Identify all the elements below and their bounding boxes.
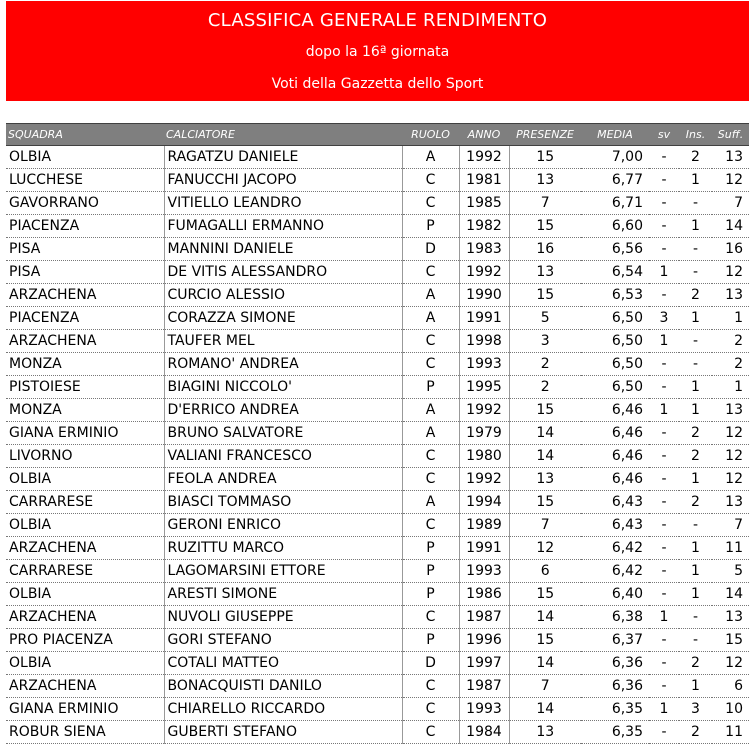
cell-avg: 6,50 (581, 330, 649, 353)
cell-year: 1991 (459, 537, 509, 560)
cell-suff: 7 (712, 514, 749, 537)
cell-apps: 15 (509, 583, 581, 606)
cell-suff: 13 (712, 399, 749, 422)
cell-ins: 2 (679, 422, 712, 445)
cell-apps: 15 (509, 215, 581, 238)
cell-ins: - (679, 353, 712, 376)
cell-sv: - (649, 192, 679, 215)
table-row (6, 675, 749, 698)
cell-ins: 1 (679, 537, 712, 560)
cell-role: C (402, 721, 459, 744)
cell-sv: - (649, 376, 679, 399)
cell-sv: 1 (649, 261, 679, 284)
cell-team: GIANA ERMINIO (6, 698, 164, 721)
cell-year: 1985 (459, 192, 509, 215)
cell-apps: 14 (509, 652, 581, 675)
col-header-year: ANNO (459, 124, 509, 146)
cell-player: VALIANI FRANCESCO (164, 445, 402, 468)
cell-year: 1997 (459, 652, 509, 675)
table-row (6, 238, 749, 261)
cell-apps: 3 (509, 330, 581, 353)
cell-suff: 2 (712, 330, 749, 353)
ranking-table (6, 123, 749, 744)
cell-player: LAGOMARSINI ETTORE (164, 560, 402, 583)
cell-team: PISA (6, 238, 164, 261)
table-row (6, 537, 749, 560)
cell-avg: 6,42 (581, 537, 649, 560)
cell-role: P (402, 629, 459, 652)
cell-sv: - (649, 353, 679, 376)
table-row (6, 146, 749, 169)
table-row (6, 307, 749, 330)
cell-role: C (402, 445, 459, 468)
cell-team: CARRARESE (6, 491, 164, 514)
cell-apps: 14 (509, 422, 581, 445)
cell-team: LIVORNO (6, 445, 164, 468)
cell-apps: 6 (509, 560, 581, 583)
cell-sv: - (649, 169, 679, 192)
cell-year: 1996 (459, 629, 509, 652)
cell-avg: 6,35 (581, 721, 649, 744)
cell-avg: 6,46 (581, 399, 649, 422)
cell-ins: - (679, 192, 712, 215)
cell-sv: - (649, 422, 679, 445)
cell-sv: - (649, 652, 679, 675)
cell-player: GERONI ENRICO (164, 514, 402, 537)
cell-suff: 11 (712, 721, 749, 744)
cell-ins: 2 (679, 721, 712, 744)
cell-role: P (402, 583, 459, 606)
cell-sv: 1 (649, 698, 679, 721)
cell-suff: 13 (712, 491, 749, 514)
cell-role: A (402, 284, 459, 307)
cell-suff: 1 (712, 307, 749, 330)
cell-sv: - (649, 721, 679, 744)
cell-ins: 2 (679, 652, 712, 675)
cell-apps: 13 (509, 468, 581, 491)
cell-team: OLBIA (6, 583, 164, 606)
cell-avg: 7,00 (581, 146, 649, 169)
table-row (6, 698, 749, 721)
cell-ins: 1 (679, 376, 712, 399)
cell-avg: 6,54 (581, 261, 649, 284)
cell-ins: 2 (679, 284, 712, 307)
cell-avg: 6,77 (581, 169, 649, 192)
data-source: Voti della Gazzetta dello Sport (271, 76, 484, 92)
cell-player: BIAGINI NICCOLO' (164, 376, 402, 399)
cell-player: ROMANO' ANDREA (164, 353, 402, 376)
cell-role: C (402, 261, 459, 284)
cell-year: 1992 (459, 146, 509, 169)
cell-apps: 15 (509, 629, 581, 652)
cell-team: GAVORRANO (6, 192, 164, 215)
cell-ins: 1 (679, 307, 712, 330)
cell-suff: 12 (712, 261, 749, 284)
cell-ins: 1 (679, 560, 712, 583)
cell-player: BIASCI TOMMASO (164, 491, 402, 514)
cell-player: RAGATZU DANIELE (164, 146, 402, 169)
cell-player: BRUNO SALVATORE (164, 422, 402, 445)
cell-player: CHIARELLO RICCARDO (164, 698, 402, 721)
cell-player: FANUCCHI JACOPO (164, 169, 402, 192)
cell-apps: 5 (509, 307, 581, 330)
cell-year: 1993 (459, 560, 509, 583)
cell-role: C (402, 514, 459, 537)
cell-apps: 15 (509, 284, 581, 307)
cell-avg: 6,60 (581, 215, 649, 238)
cell-role: C (402, 468, 459, 491)
cell-sv: 1 (649, 399, 679, 422)
table-row (6, 491, 749, 514)
cell-team: ARZACHENA (6, 537, 164, 560)
cell-sv: - (649, 583, 679, 606)
cell-player: RUZITTU MARCO (164, 537, 402, 560)
table-row (6, 468, 749, 491)
title-banner (6, 1, 749, 101)
cell-sv: - (649, 284, 679, 307)
cell-suff: 16 (712, 238, 749, 261)
cell-apps: 7 (509, 675, 581, 698)
cell-avg: 6,36 (581, 675, 649, 698)
cell-avg: 6,46 (581, 422, 649, 445)
cell-player: MANNINI DANIELE (164, 238, 402, 261)
cell-apps: 14 (509, 445, 581, 468)
cell-ins: 1 (679, 169, 712, 192)
cell-player: TAUFER MEL (164, 330, 402, 353)
cell-team: CARRARESE (6, 560, 164, 583)
cell-suff: 5 (712, 560, 749, 583)
cell-role: A (402, 307, 459, 330)
col-header-apps: PRESENZE (509, 124, 581, 146)
cell-role: P (402, 560, 459, 583)
cell-year: 1998 (459, 330, 509, 353)
cell-team: ARZACHENA (6, 330, 164, 353)
header-row (6, 124, 749, 146)
cell-role: P (402, 376, 459, 399)
cell-sv: - (649, 215, 679, 238)
cell-sv: - (649, 675, 679, 698)
cell-ins: - (679, 514, 712, 537)
cell-team: ARZACHENA (6, 606, 164, 629)
cell-suff: 7 (712, 192, 749, 215)
cell-suff: 14 (712, 583, 749, 606)
cell-sv: - (649, 146, 679, 169)
cell-sv: - (649, 629, 679, 652)
cell-suff: 12 (712, 422, 749, 445)
col-header-team: SQUADRA (6, 124, 164, 146)
cell-year: 1994 (459, 491, 509, 514)
cell-role: C (402, 698, 459, 721)
cell-ins: 2 (679, 491, 712, 514)
cell-avg: 6,50 (581, 353, 649, 376)
cell-team: OLBIA (6, 146, 164, 169)
cell-year: 1984 (459, 721, 509, 744)
cell-sv: - (649, 537, 679, 560)
cell-team: PIACENZA (6, 215, 164, 238)
cell-ins: 2 (679, 445, 712, 468)
cell-player: D'ERRICO ANDREA (164, 399, 402, 422)
cell-suff: 1 (712, 376, 749, 399)
cell-role: A (402, 146, 459, 169)
cell-player: FEOLA ANDREA (164, 468, 402, 491)
cell-avg: 6,46 (581, 445, 649, 468)
cell-team: PRO PIACENZA (6, 629, 164, 652)
cell-apps: 7 (509, 192, 581, 215)
cell-apps: 14 (509, 606, 581, 629)
cell-year: 1982 (459, 215, 509, 238)
cell-sv: - (649, 238, 679, 261)
table-row (6, 606, 749, 629)
cell-role: D (402, 652, 459, 675)
cell-suff: 12 (712, 468, 749, 491)
cell-year: 1980 (459, 445, 509, 468)
table-body (6, 146, 749, 744)
col-header-player: CALCIATORE (164, 124, 402, 146)
col-header-suff: Suff. (712, 124, 749, 146)
cell-suff: 14 (712, 215, 749, 238)
cell-avg: 6,50 (581, 307, 649, 330)
table-row (6, 284, 749, 307)
cell-apps: 12 (509, 537, 581, 560)
cell-sv: 3 (649, 307, 679, 330)
cell-apps: 13 (509, 261, 581, 284)
cell-role: C (402, 169, 459, 192)
cell-avg: 6,46 (581, 468, 649, 491)
cell-suff: 12 (712, 652, 749, 675)
cell-ins: 1 (679, 675, 712, 698)
cell-apps: 16 (509, 238, 581, 261)
cell-avg: 6,71 (581, 192, 649, 215)
cell-apps: 13 (509, 721, 581, 744)
cell-team: MONZA (6, 399, 164, 422)
cell-role: C (402, 606, 459, 629)
cell-suff: 13 (712, 284, 749, 307)
cell-team: OLBIA (6, 468, 164, 491)
cell-avg: 6,37 (581, 629, 649, 652)
cell-team: ROBUR SIENA (6, 721, 164, 744)
cell-player: COTALI MATTEO (164, 652, 402, 675)
cell-player: ARESTI SIMONE (164, 583, 402, 606)
cell-team: LUCCHESE (6, 169, 164, 192)
cell-avg: 6,38 (581, 606, 649, 629)
cell-apps: 13 (509, 169, 581, 192)
cell-suff: 2 (712, 353, 749, 376)
page-subtitle: dopo la 16ª giornata (305, 44, 450, 60)
col-header-avg: MEDIA (581, 124, 649, 146)
col-header-role: RUOLO (402, 124, 459, 146)
cell-year: 1986 (459, 583, 509, 606)
cell-sv: 1 (649, 330, 679, 353)
cell-role: A (402, 399, 459, 422)
table-row (6, 422, 749, 445)
cell-sv: - (649, 514, 679, 537)
cell-role: C (402, 675, 459, 698)
cell-avg: 6,43 (581, 491, 649, 514)
cell-role: A (402, 491, 459, 514)
cell-team: PISA (6, 261, 164, 284)
cell-year: 1992 (459, 399, 509, 422)
cell-year: 1992 (459, 468, 509, 491)
cell-avg: 6,40 (581, 583, 649, 606)
cell-avg: 6,50 (581, 376, 649, 399)
table-row (6, 192, 749, 215)
cell-player: FUMAGALLI ERMANNO (164, 215, 402, 238)
cell-year: 1991 (459, 307, 509, 330)
cell-ins: 3 (679, 698, 712, 721)
cell-ins: 2 (679, 146, 712, 169)
cell-role: C (402, 353, 459, 376)
cell-apps: 2 (509, 376, 581, 399)
cell-suff: 12 (712, 445, 749, 468)
cell-year: 1983 (459, 238, 509, 261)
cell-avg: 6,43 (581, 514, 649, 537)
table-row (6, 652, 749, 675)
cell-team: MONZA (6, 353, 164, 376)
table-row (6, 169, 749, 192)
cell-player: GORI STEFANO (164, 629, 402, 652)
cell-year: 1979 (459, 422, 509, 445)
cell-sv: - (649, 468, 679, 491)
col-header-ins: Ins. (679, 124, 712, 146)
cell-role: C (402, 192, 459, 215)
cell-year: 1993 (459, 353, 509, 376)
cell-suff: 10 (712, 698, 749, 721)
cell-sv: - (649, 560, 679, 583)
cell-player: VITIELLO LEANDRO (164, 192, 402, 215)
cell-role: C (402, 330, 459, 353)
cell-year: 1987 (459, 606, 509, 629)
table-row (6, 399, 749, 422)
cell-year: 1992 (459, 261, 509, 284)
cell-sv: - (649, 491, 679, 514)
cell-apps: 7 (509, 514, 581, 537)
cell-year: 1995 (459, 376, 509, 399)
table-row (6, 261, 749, 284)
table-row (6, 215, 749, 238)
cell-year: 1989 (459, 514, 509, 537)
cell-avg: 6,42 (581, 560, 649, 583)
cell-role: A (402, 422, 459, 445)
cell-team: PIACENZA (6, 307, 164, 330)
cell-year: 1990 (459, 284, 509, 307)
cell-ins: 1 (679, 468, 712, 491)
table-row (6, 445, 749, 468)
cell-year: 1981 (459, 169, 509, 192)
cell-player: GUBERTI STEFANO (164, 721, 402, 744)
cell-apps: 15 (509, 491, 581, 514)
cell-avg: 6,53 (581, 284, 649, 307)
table-row (6, 353, 749, 376)
table-row (6, 330, 749, 353)
cell-ins: 1 (679, 215, 712, 238)
table-row (6, 629, 749, 652)
cell-suff: 12 (712, 169, 749, 192)
cell-team: OLBIA (6, 652, 164, 675)
cell-role: P (402, 215, 459, 238)
cell-suff: 13 (712, 606, 749, 629)
table-row (6, 376, 749, 399)
cell-year: 1993 (459, 698, 509, 721)
table-row (6, 514, 749, 537)
table-row (6, 560, 749, 583)
cell-apps: 2 (509, 353, 581, 376)
cell-role: D (402, 238, 459, 261)
cell-apps: 15 (509, 146, 581, 169)
cell-ins: - (679, 261, 712, 284)
cell-suff: 11 (712, 537, 749, 560)
cell-team: GIANA ERMINIO (6, 422, 164, 445)
cell-role: P (402, 537, 459, 560)
table-row (6, 583, 749, 606)
cell-player: NUVOLI GIUSEPPE (164, 606, 402, 629)
cell-player: BONACQUISTI DANILO (164, 675, 402, 698)
cell-ins: - (679, 330, 712, 353)
cell-player: CURCIO ALESSIO (164, 284, 402, 307)
table-row (6, 721, 749, 744)
cell-player: DE VITIS ALESSANDRO (164, 261, 402, 284)
cell-ins: - (679, 606, 712, 629)
cell-team: ARZACHENA (6, 675, 164, 698)
cell-avg: 6,56 (581, 238, 649, 261)
cell-sv: 1 (649, 606, 679, 629)
cell-suff: 15 (712, 629, 749, 652)
cell-ins: - (679, 629, 712, 652)
cell-ins: 1 (679, 583, 712, 606)
col-header-sv: sv (649, 124, 679, 146)
cell-ins: 1 (679, 399, 712, 422)
cell-ins: - (679, 238, 712, 261)
cell-player: CORAZZA SIMONE (164, 307, 402, 330)
cell-team: OLBIA (6, 514, 164, 537)
cell-team: PISTOIESE (6, 376, 164, 399)
cell-apps: 14 (509, 698, 581, 721)
page-title: CLASSIFICA GENERALE RENDIMENTO (207, 10, 548, 31)
cell-team: ARZACHENA (6, 284, 164, 307)
cell-apps: 15 (509, 399, 581, 422)
cell-avg: 6,35 (581, 698, 649, 721)
cell-suff: 13 (712, 146, 749, 169)
cell-suff: 6 (712, 675, 749, 698)
cell-avg: 6,36 (581, 652, 649, 675)
cell-sv: - (649, 445, 679, 468)
cell-year: 1987 (459, 675, 509, 698)
